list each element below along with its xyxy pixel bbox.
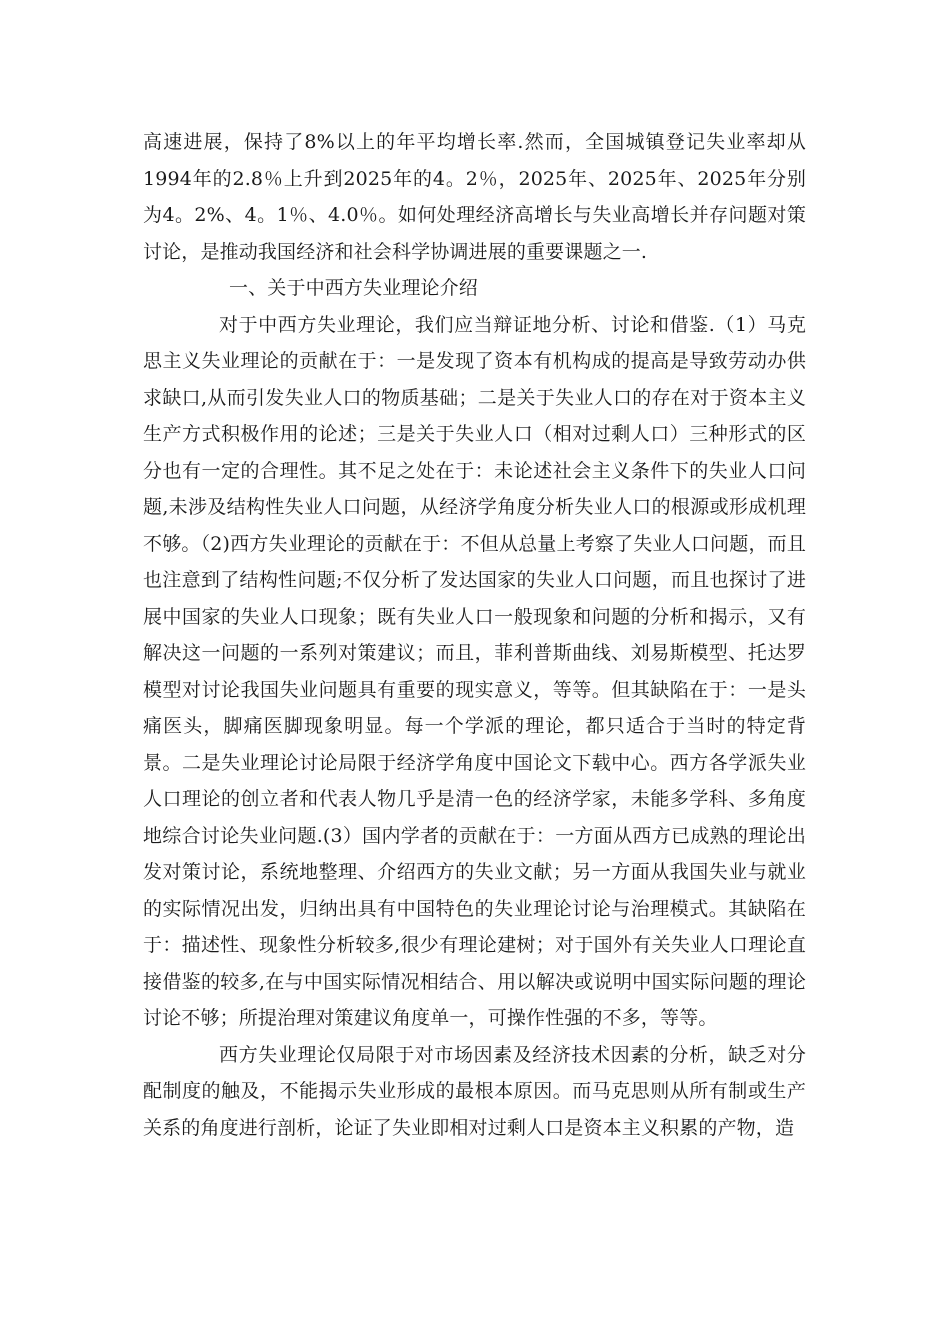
paragraph-continuation: 高速进展，保持了8%以上的年平均增长率.然而，全国城镇登记失业率却从1994年的2.8％上升到2025年的4。2％，2025年、2025年、2025年分别为4。2%、4。1％、4.0％。如何处理经济高增长与失业高增长并存问题对策讨论，是推动我国经济和社会科学协调进展的重要课题之一. [143, 131, 806, 263]
paragraph-theory-comparison: 对于中西方失业理论，我们应当辩证地分析、讨论和借鉴.（1）马克思主义失业理论的贡献在于：一是发现了资本有机构成的提高是导致劳动办供求缺口,从而引发失业人口的物质基础；二是关于失业人口的存在对于资本主义生产方式积极作用的论述；三是关于失业人口（相对过剩人口）三种形式的区分也有一定的合理性。其不足之处在于：未论述社会主义条件下的失业人口问题,未涉及结构性失业人口问题，从经济学角度分析失业人口的根源或形成机理不够。（2)西方失业理论的贡献在于：不但从总量上考察了失业人口问题，而且也注意到了结构性问题;不仅分析了发达国家的失业人口问题，而且也探讨了进展中国家的失业人口现象；既有失业人口一般现象和问题的分析和揭示，又有解决这一问题的一系列对策建议；而且，菲利普斯曲线、刘易斯模型、托达罗模型对讨论我国失业问题具有重要的现实意义，等等。但其缺陷在于：一是头痛医头，脚痛医脚现象明显。每一个学派的理论，都只适合于当时的特定背景。二是失业理论讨论局限于经济学角度中国论文下载中心。西方各学派失业人口理论的创立者和代表人物几乎是清一色的经济学家，未能多学科、多角度地综合讨论失业问题.(3）国内学者的贡献在于：一方面从西方已成熟的理论出发对策讨论，系统地整理、介绍西方的失业文献；另一方面从我国失业与就业的实际情况出发，归纳出具有中国特色的失业理论讨论与治理模式。其缺陷在于：描述性、现象性分析较多,很少有理论建树；对于国外有关失业人口理论直接借鉴的较多,在与中国实际情况相结合、用以解决或说明中国实际问题的理论讨论不够；所提治理对策建议角度单一，可操作性强的不多，等等。 [143, 313, 806, 1029]
document-body [143, 124, 806, 1146]
paragraph-western-theory-limits: 西方失业理论仅局限于对市场因素及经济技术因素的分析，缺乏对分配制度的触及，不能揭示失业形成的最根本原因。而马克思则从所有制或生产关系的角度进行剖析，论证了失业即相对过剩人口是资本主义积累的产物，造 [143, 1043, 806, 1139]
section-heading: 一、关于中西方失业理论介绍 [229, 277, 478, 299]
